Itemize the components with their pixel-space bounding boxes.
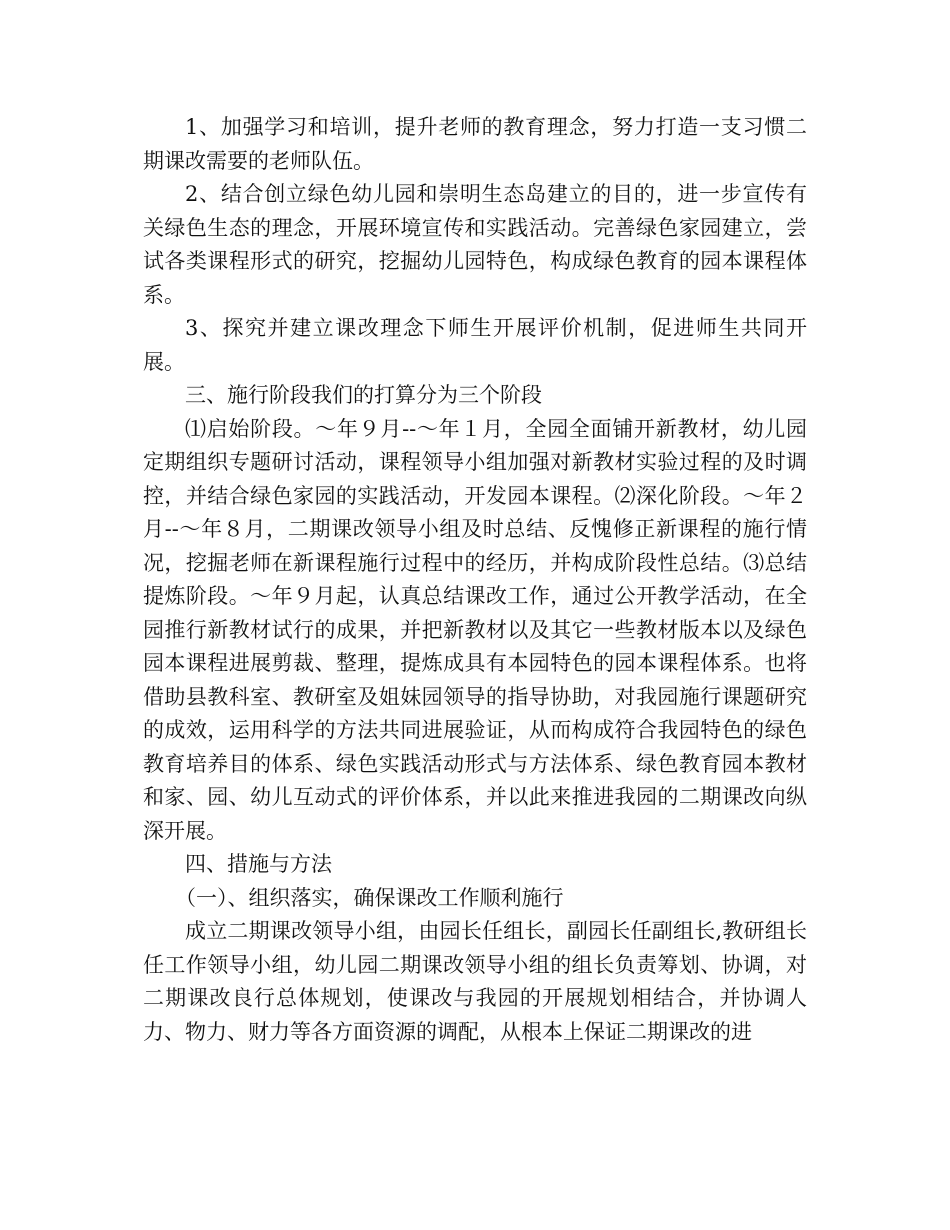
- section-heading-4: 四、措施与方法: [185, 852, 332, 876]
- paragraph-organization: 成立二期课改领导小组，由园长任组长，副园长任副组长,教研组长任工作领导小组，幼儿园二期课改领导小组的组长负责筹划、协调，对二期课改良行总体规划，使课改与我园的开展规划相结合，并协调人力、物力、财力等各方面资源的调配，从根本上保证二期课改的进: [143, 919, 807, 1044]
- section-heading-3: 三、施行阶段我们的打算分为三个阶段: [185, 383, 542, 407]
- subsection-heading-1: （一）、组织落实，确保课改工作顺利施行: [175, 885, 564, 910]
- paragraph-3: 3、探究并建立课改理念下师生开展评价机制，促进师生共同开展。: [143, 316, 807, 374]
- document-page: [143, 111, 807, 1049]
- paragraph-2: 2、结合创立绿色幼儿园和崇明生态岛建立的目的，进一步宣传有关绿色生态的理念，开展环境宣传和实践活动。完善绿色家园建立，尝试各类课程形式的研究，挖掘幼儿园特色，构成绿色教育的园本课程体系。: [143, 182, 807, 307]
- paragraph-1: 1、加强学习和培训，提升老师的教育理念，努力打造一支习惯二期课改需要的老师队伍。: [143, 115, 807, 173]
- paragraph-phases: ⑴启始阶段。～年９月--～年１月，全园全面铺开新教材，幼儿园定期组织专题研讨活动，课程领导小组加强对新教材实验过程的及时调控，并结合绿色家园的实践活动，开发园本课程。⑵深化阶段。～年２月--～年８月，二期课改领导小组及时总结、反愧修正新课程的施行情况，挖掘老师在新课程施行过程中的经历，并构成阶段性总结。⑶总结提炼阶段。～年９月起，认真总结课改工作，通过公开教学活动，在全园推行新教材试行的成果，并把新教材以及其它一些教材版本以及绿色园本课程进展剪裁、整理，提炼成具有本园特色的园本课程体系。也将借助县教科室、教研室及姐妹园领导的指导协助，对我园施行课题研究的成效，运用科学的方法共同进展验证，从而构成符合我园特色的绿色教育培养目的体系、绿色实践活动形式与方法体系、绿色教育园本教材和家、园、幼儿互动式的评价体系，并以此来推进我园的二期课改向纵深开展。: [143, 416, 807, 843]
